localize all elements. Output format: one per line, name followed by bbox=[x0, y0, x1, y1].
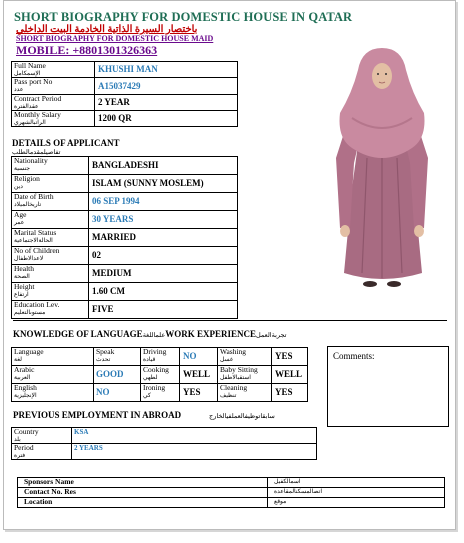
previous-employment-heading bbox=[13, 410, 181, 420]
detail-label-arabic: تاريخالميلاد bbox=[14, 201, 42, 208]
field-label: Pass port No bbox=[14, 77, 53, 86]
previous-label-cell bbox=[12, 428, 72, 444]
knowledge-heading-text: KNOWLEDGE OF LANGUAGE bbox=[13, 329, 143, 339]
language-level: GOOD bbox=[96, 369, 124, 380]
detail-row bbox=[12, 283, 238, 301]
personal-label-cell bbox=[12, 62, 95, 78]
work-heading-text: WORK EXPERIENCE bbox=[165, 329, 256, 339]
detail-label-cell bbox=[12, 301, 89, 319]
knowledge-row bbox=[12, 384, 308, 402]
comments-label: Comments: bbox=[333, 351, 375, 361]
language-label-arabic: لغة bbox=[14, 356, 22, 363]
detail-value: 30 YEARS bbox=[89, 211, 238, 229]
detail-label-cell bbox=[12, 193, 89, 211]
work-skill-cell bbox=[141, 366, 180, 384]
field-label: Full Name bbox=[14, 61, 46, 70]
work-skill-label: Driving bbox=[143, 347, 167, 356]
detail-label: Date of Birth bbox=[14, 192, 54, 201]
detail-value: 02 bbox=[89, 247, 238, 265]
detail-label-arabic: لاعدالاطفال bbox=[14, 255, 44, 262]
personal-row bbox=[12, 111, 238, 127]
language-level-cell bbox=[94, 366, 141, 384]
sponsor-row bbox=[18, 498, 445, 508]
work-skill-label: Baby Sitting bbox=[220, 365, 258, 374]
applicant-photo bbox=[322, 38, 442, 295]
language-level-arabic: تحدث bbox=[96, 356, 111, 363]
detail-label-cell bbox=[12, 247, 89, 265]
detail-row bbox=[12, 265, 238, 283]
previous-label: Period bbox=[14, 443, 34, 452]
personal-info-table bbox=[11, 61, 238, 127]
language-label-arabic: الإنجليزية bbox=[14, 392, 37, 399]
previous-heading-text: PREVIOUS EMPLOYMENT IN ABROAD bbox=[13, 410, 182, 420]
detail-label: Age bbox=[14, 210, 27, 219]
mobile-number: MOBILE: +8801301326363 bbox=[16, 43, 158, 57]
previous-row bbox=[12, 444, 317, 460]
detail-value: MEDIUM bbox=[89, 265, 238, 283]
document-title: SHORT BIOGRAPHY FOR DOMESTIC HOUSE IN QATAR bbox=[14, 10, 353, 24]
detail-label: No of Children bbox=[14, 246, 60, 255]
comments-box bbox=[327, 346, 449, 427]
work-skill-label: Washing bbox=[220, 347, 247, 356]
detail-label: Health bbox=[14, 264, 34, 273]
language-label: Language bbox=[14, 347, 44, 356]
detail-row bbox=[12, 247, 238, 265]
detail-label-arabic: الصحة bbox=[14, 273, 30, 280]
details-heading bbox=[12, 138, 120, 148]
detail-label-cell bbox=[12, 175, 89, 193]
field-label: Monthly Salary bbox=[14, 110, 61, 119]
divider-line bbox=[13, 320, 447, 321]
sponsor-row bbox=[18, 488, 445, 498]
details-heading-text: DETAILS OF APPLICANT bbox=[12, 138, 120, 148]
language-label: Arabic bbox=[14, 365, 35, 374]
work-skill-label: Ironing bbox=[143, 383, 166, 392]
detail-row bbox=[12, 157, 238, 175]
work-skill-value: WELL bbox=[180, 366, 218, 384]
detail-value: FIVE bbox=[89, 301, 238, 319]
detail-label-arabic: جنسية bbox=[14, 165, 30, 172]
detail-label-arabic: الحالةالاجتماعية bbox=[14, 237, 53, 244]
field-label-arabic: عدد bbox=[14, 86, 24, 93]
previous-label: Country bbox=[14, 427, 39, 436]
work-skill-label-arabic: استقبالاطفل bbox=[220, 374, 251, 381]
document-title-arabic: باختصار السيرة الذاتية الخادمة البيت الداخلي bbox=[16, 24, 198, 35]
sponsor-row bbox=[18, 478, 445, 488]
detail-row bbox=[12, 211, 238, 229]
field-value: 2 YEAR bbox=[95, 95, 238, 111]
work-skill-label: Cleaning bbox=[220, 383, 248, 392]
language-level-cell bbox=[94, 384, 141, 402]
detail-value: 06 SEP 1994 bbox=[89, 193, 238, 211]
language-label-arabic: العربية bbox=[14, 374, 31, 381]
personal-row bbox=[12, 62, 238, 78]
work-skill-value: NO bbox=[180, 348, 218, 366]
personal-label-cell bbox=[12, 95, 95, 111]
language-cell bbox=[12, 384, 94, 402]
work-skill-cell bbox=[218, 348, 272, 366]
knowledge-row bbox=[12, 348, 308, 366]
language-cell bbox=[12, 366, 94, 384]
previous-row bbox=[12, 428, 317, 444]
language-label: English bbox=[14, 383, 37, 392]
detail-label: Nationality bbox=[14, 156, 48, 165]
work-heading-arabic: تجربةالعمل bbox=[256, 332, 287, 339]
detail-label-cell bbox=[12, 283, 89, 301]
detail-label: Religion bbox=[14, 174, 40, 183]
detail-row bbox=[12, 229, 238, 247]
previous-value: 2 YEARS bbox=[72, 444, 317, 460]
detail-label: Marital Status bbox=[14, 228, 57, 237]
language-level: NO bbox=[96, 387, 110, 398]
personal-row bbox=[12, 78, 238, 95]
detail-label-cell bbox=[12, 229, 89, 247]
work-skill-value: YES bbox=[272, 384, 308, 402]
knowledge-table bbox=[11, 347, 308, 402]
field-value: KHUSHI MAN bbox=[95, 62, 238, 78]
field-value: 1200 QR bbox=[95, 111, 238, 127]
previous-employment-table bbox=[11, 427, 317, 460]
work-skill-cell bbox=[141, 384, 180, 402]
previous-value: KSA bbox=[72, 428, 317, 444]
document-page bbox=[3, 0, 456, 530]
work-skill-label-arabic: تنظيف bbox=[220, 392, 237, 399]
detail-value: 1.60 CM bbox=[89, 283, 238, 301]
sponsor-label: Contact No. Res bbox=[18, 488, 268, 498]
language-cell bbox=[12, 348, 94, 366]
previous-label-arabic: فترة bbox=[14, 452, 26, 459]
work-skill-value: WELL bbox=[272, 366, 308, 384]
work-skill-value: YES bbox=[272, 348, 308, 366]
previous-label-arabic: بلد bbox=[14, 436, 21, 443]
detail-row bbox=[12, 175, 238, 193]
previous-label-cell bbox=[12, 444, 72, 460]
field-label-arabic: عقدالفترة bbox=[14, 103, 39, 110]
detail-label-arabic: عمر bbox=[14, 219, 25, 226]
personal-label-cell bbox=[12, 111, 95, 127]
detail-value: ISLAM (SUNNY MOSLEM) bbox=[89, 175, 238, 193]
work-skill-cell bbox=[218, 366, 272, 384]
detail-row bbox=[12, 301, 238, 319]
document-subtitle: SHORT BIOGRAPHY FOR DOMESTIC HOUSE MAID bbox=[16, 34, 214, 43]
work-skill-label-arabic: قيادة bbox=[143, 356, 156, 363]
detail-value: MARRIED bbox=[89, 229, 238, 247]
detail-label: Education Lev. bbox=[14, 300, 60, 309]
applicant-details-table bbox=[11, 156, 238, 319]
sponsor-table bbox=[17, 477, 445, 508]
personal-row bbox=[12, 95, 238, 111]
detail-label-cell bbox=[12, 211, 89, 229]
work-skill-label: Cooking bbox=[143, 365, 169, 374]
knowledge-heading-arabic: علماللغة bbox=[142, 332, 166, 339]
sponsor-label: Sponsors Name bbox=[18, 478, 268, 488]
work-skill-cell bbox=[141, 348, 180, 366]
field-label-arabic: الراتبالشهري bbox=[14, 119, 46, 126]
sponsor-label: Location bbox=[18, 498, 268, 508]
work-skill-label-arabic: كي bbox=[143, 392, 151, 399]
detail-label-arabic: مستوىالتعليم bbox=[14, 309, 46, 316]
details-heading-arabic: تفاصيلمقدمالطلب bbox=[12, 149, 61, 156]
previous-heading-arabic: سابقاتوظيفالعملفيالخارج bbox=[209, 413, 275, 420]
language-level-cell bbox=[94, 348, 141, 366]
personal-label-cell bbox=[12, 78, 95, 95]
knowledge-row bbox=[12, 366, 308, 384]
field-label-arabic: الإسمكامل bbox=[14, 70, 41, 77]
work-skill-label-arabic: لطهي bbox=[143, 374, 158, 381]
detail-value: BANGLADESHI bbox=[89, 157, 238, 175]
field-value: A15037429 bbox=[95, 78, 238, 95]
detail-label-arabic: دين bbox=[14, 183, 23, 190]
detail-row bbox=[12, 193, 238, 211]
sponsor-label-arabic: موقع bbox=[268, 498, 445, 508]
work-skill-label-arabic: غسل bbox=[220, 356, 234, 363]
field-label: Contract Period bbox=[14, 94, 62, 103]
detail-label-arabic: ارتفاع bbox=[14, 291, 29, 298]
sponsor-label-arabic: اسمالكفيل bbox=[268, 478, 445, 488]
sponsor-label-arabic: اتصالمسكنالمقاعدة bbox=[268, 488, 445, 498]
knowledge-heading bbox=[13, 329, 256, 339]
work-skill-value: YES bbox=[180, 384, 218, 402]
work-skill-cell bbox=[218, 384, 272, 402]
language-level: Speak bbox=[96, 347, 115, 356]
detail-label: Height bbox=[14, 282, 35, 291]
detail-label-cell bbox=[12, 265, 89, 283]
detail-label-cell bbox=[12, 157, 89, 175]
